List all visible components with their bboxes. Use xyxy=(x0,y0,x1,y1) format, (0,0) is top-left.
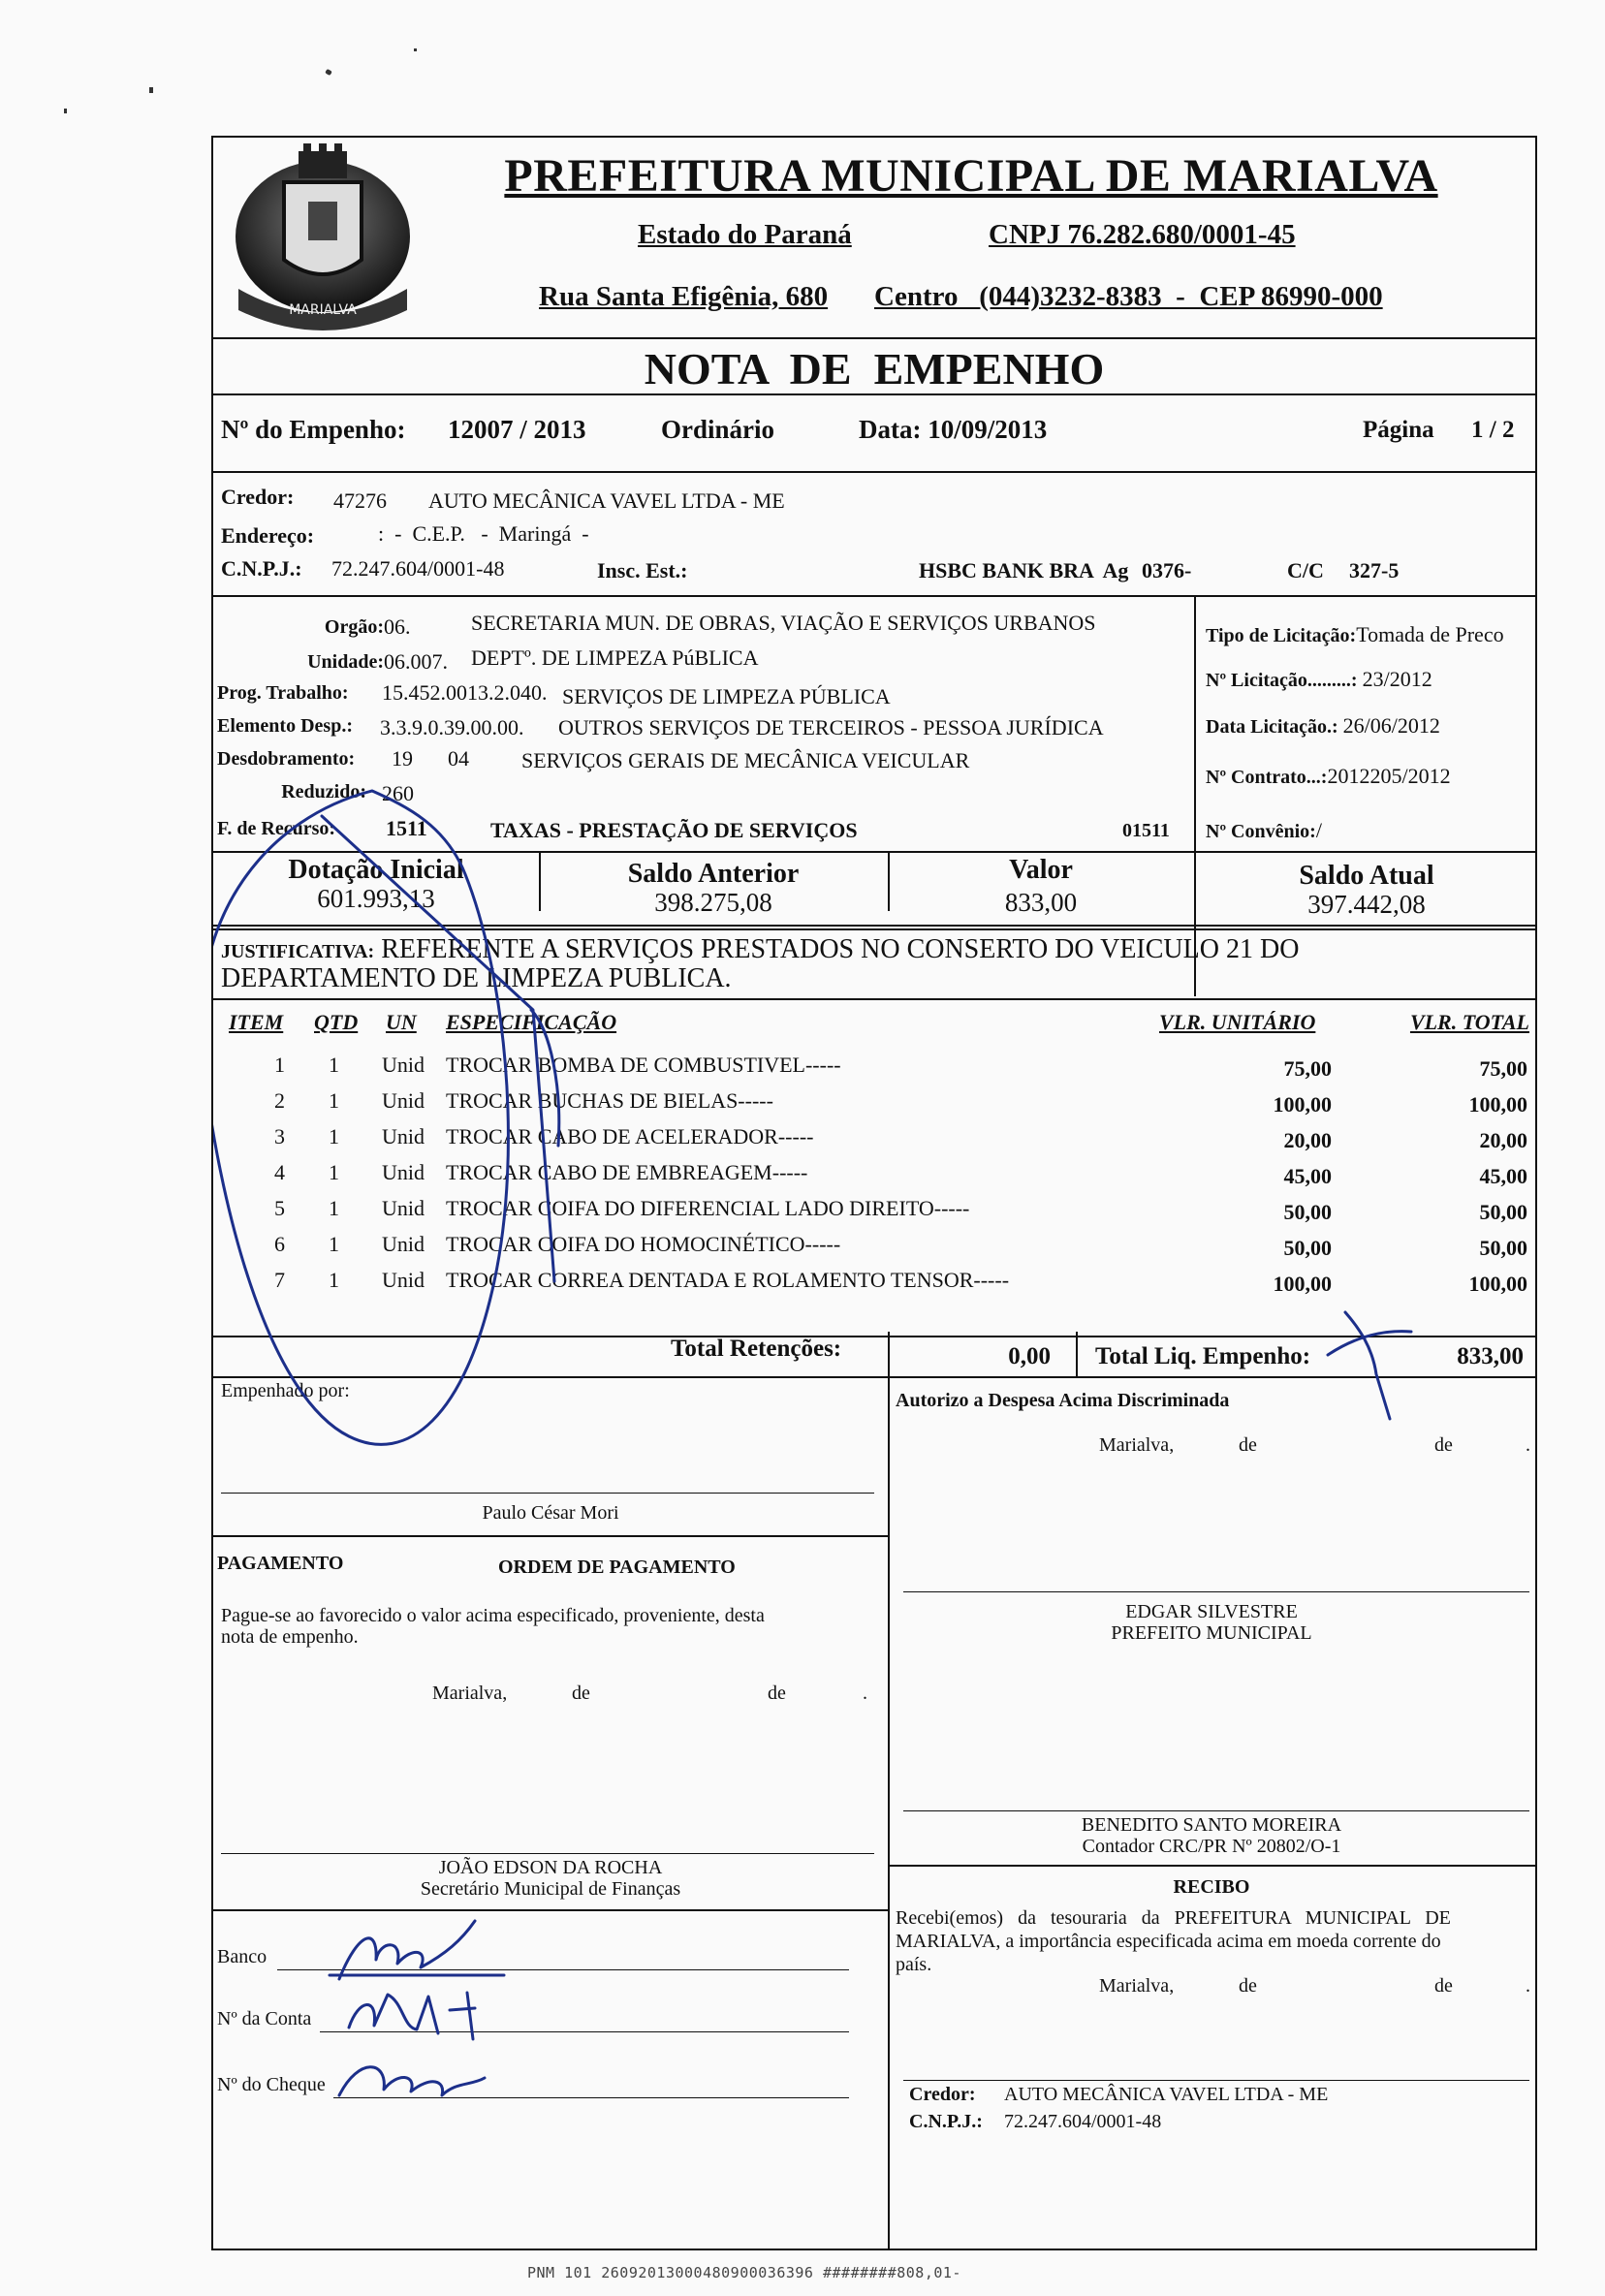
item-unit-price: 100,00 xyxy=(1273,1272,1332,1296)
autorizo-de-2: de xyxy=(1434,1434,1453,1456)
contador-name: BENEDITO SANTO MOREIRA xyxy=(1081,1814,1342,1836)
item-description: TROCAR CABO DE EMBREAGEM----- xyxy=(446,1160,808,1184)
reduzido-label: Reduzido: xyxy=(281,781,366,802)
numero-licitacao-value: 23/2012 xyxy=(1362,667,1432,691)
cnpj-label: CNPJ 76.282.680/0001-45 xyxy=(989,219,1296,250)
justificativa-line1: REFERENTE A SERVIÇOS PRESTADOS NO CONSERTO DO VEICULO 21 DO xyxy=(381,934,1300,964)
justificativa-label: JUSTIFICATIVA: xyxy=(221,941,375,962)
col-un: UN xyxy=(386,1010,417,1034)
item-total-price: 50,00 xyxy=(1479,1200,1527,1224)
desdobramento-name: SERVIÇOS GERAIS DE MECÂNICA VEICULAR xyxy=(521,748,970,772)
saldo-atual-label: Saldo Atual xyxy=(1299,861,1434,891)
orgao-name: SECRETARIA MUN. DE OBRAS, VIAÇÃO E SERVIÇOS URBANOS xyxy=(471,611,1096,635)
cc-label: C/C xyxy=(1287,558,1324,582)
liquido-value: 833,00 xyxy=(1457,1343,1524,1369)
scan-speck xyxy=(325,69,332,76)
item-number: 5 xyxy=(274,1196,285,1220)
nota-de-empenho-form xyxy=(211,136,1537,2250)
recibo-line-3: país. xyxy=(896,1954,932,1975)
bottom-cnpj-label: C.N.P.J.: xyxy=(909,2111,983,2132)
recibo-dot: . xyxy=(1526,1975,1530,1997)
item-number: 3 xyxy=(274,1124,285,1148)
autorizo-de-1: de xyxy=(1239,1434,1257,1456)
credor-name: AUTO MECÂNICA VAVEL LTDA - ME xyxy=(428,488,785,513)
recurso-label: F. de Recurso: xyxy=(217,818,336,839)
item-description: TROCAR CABO DE ACELERADOR----- xyxy=(446,1124,814,1148)
item-total-price: 45,00 xyxy=(1479,1164,1527,1188)
empenhado-label: Empenhado por: xyxy=(221,1380,350,1401)
convenio-label: Nº Convênio: xyxy=(1206,821,1316,842)
bottom-credor-label: Credor: xyxy=(909,2084,976,2105)
prog-code: 15.452.0013.2.040. xyxy=(382,680,548,705)
col-valor-unitario: VLR. UNITÁRIO xyxy=(1159,1010,1316,1034)
recibo-line-1: Recebi(emos) da tesouraria da PREFEITURA MUNICIPAL DE xyxy=(896,1907,1451,1929)
item-qtd: 1 xyxy=(329,1268,339,1292)
empenho-date: Data: 10/09/2013 xyxy=(859,415,1048,444)
recurso-name: TAXAS - PRESTAÇÃO DE SERVIÇOS xyxy=(490,818,858,842)
item-unit: Unid xyxy=(382,1124,425,1148)
retencoes-value: 0,00 xyxy=(1008,1343,1051,1369)
scan-speck xyxy=(414,48,417,51)
state-label: Estado do Paraná xyxy=(638,219,852,250)
tipo-licitacao-value: Tomada de Preco xyxy=(1356,622,1504,646)
scan-speck xyxy=(149,87,153,93)
address-label: Endereço: xyxy=(221,523,315,548)
recibo-line-2: MARIALVA, a importância especificada acima em moeda corrente do xyxy=(896,1931,1441,1952)
autorizo-place: Marialva, xyxy=(1099,1434,1175,1456)
liquido-label: Total Liq. Empenho: xyxy=(1095,1343,1311,1369)
item-unit-price: 50,00 xyxy=(1283,1200,1332,1224)
reduzido-value: 260 xyxy=(382,781,414,805)
item-unit: Unid xyxy=(382,1053,425,1077)
item-number: 2 xyxy=(274,1088,285,1113)
unidade-name: DEPTº. DE LIMPEZA PúBLICA xyxy=(471,645,759,670)
item-total-price: 75,00 xyxy=(1479,1056,1527,1081)
item-unit: Unid xyxy=(382,1160,425,1184)
item-unit: Unid xyxy=(382,1088,425,1113)
cnpj-credor-label: C.N.P.J.: xyxy=(221,556,302,581)
unidade-code: 06.007. xyxy=(384,649,448,674)
recurso-code: 1511 xyxy=(386,816,427,840)
page-number: 1 / 2 xyxy=(1471,417,1515,443)
dotacao-value: 601.993,13 xyxy=(317,884,435,913)
footer-code: PNM 101 26092013000480900036396 ########808,01- xyxy=(527,2264,961,2281)
prefeitura-title: PREFEITURA MUNICIPAL DE MARIALVA xyxy=(504,150,1438,202)
desdobramento-label: Desdobramento: xyxy=(217,748,356,770)
handwritten-marks xyxy=(213,138,1539,2252)
bottom-credor-name: AUTO MECÂNICA VAVEL LTDA - ME xyxy=(1004,2084,1329,2105)
secretario-role: Secretário Municipal de Finanças xyxy=(420,1878,681,1900)
col-item: ITEM xyxy=(229,1010,284,1034)
recibo-de-1: de xyxy=(1239,1975,1257,1997)
document-title: NOTA DE EMPENHO xyxy=(644,344,1105,393)
conta-label: Nº da Conta xyxy=(217,2008,312,2029)
desdobramento-sub: 04 xyxy=(448,746,469,771)
ordem-pagamento-label: ORDEM DE PAGAMENTO xyxy=(498,1557,736,1578)
saldo-anterior-label: Saldo Anterior xyxy=(627,859,800,889)
prefeito-role: PREFEITO MUNICIPAL xyxy=(1111,1622,1312,1644)
cheque-label: Nº do Cheque xyxy=(217,2074,326,2095)
item-qtd: 1 xyxy=(329,1088,339,1113)
col-qtd: QTD xyxy=(314,1010,359,1034)
svg-text:MARIALVA: MARIALVA xyxy=(289,302,357,318)
item-unit-price: 75,00 xyxy=(1283,1056,1332,1081)
retencoes-label: Total Retenções: xyxy=(671,1336,842,1362)
recibo-de-2: de xyxy=(1434,1975,1453,1997)
contact-label: Centro (044)3232-8383 - CEP 86990-000 xyxy=(874,281,1383,312)
item-total-price: 100,00 xyxy=(1468,1272,1527,1296)
tipo-licitacao-label: Tipo de Licitação: xyxy=(1206,625,1357,646)
item-unit-price: 20,00 xyxy=(1283,1128,1332,1152)
scan-speck xyxy=(64,109,67,113)
insc-label: Insc. Est.: xyxy=(597,558,688,582)
item-description: TROCAR COIFA DO DIFERENCIAL LADO DIREITO----- xyxy=(446,1196,970,1220)
item-number: 4 xyxy=(274,1160,285,1184)
orgao-code: 06. xyxy=(384,614,411,639)
item-unit-price: 100,00 xyxy=(1273,1092,1332,1117)
recibo-title: RECIBO xyxy=(1173,1876,1250,1898)
prog-name: SERVIÇOS DE LIMPEZA PÚBLICA xyxy=(562,684,891,708)
convenio-value: / xyxy=(1315,818,1322,842)
elemento-label: Elemento Desp.: xyxy=(217,715,353,737)
dotacao-label: Dotação Inicial xyxy=(288,855,464,885)
item-unit-price: 45,00 xyxy=(1283,1164,1332,1188)
page-label: Página xyxy=(1363,417,1434,443)
pagamento-de-1: de xyxy=(572,1683,590,1704)
bottom-cnpj-value: 72.247.604/0001-48 xyxy=(1004,2111,1162,2132)
item-number: 1 xyxy=(274,1053,285,1077)
secretario-name: JOÃO EDSON DA ROCHA xyxy=(438,1857,663,1878)
recurso-number: 01511 xyxy=(1122,820,1170,841)
pagamento-text-1: Pague-se ao favorecido o valor acima especificado, proveniente, desta xyxy=(221,1605,765,1626)
autorizo-label: Autorizo a Despesa Acima Discriminada xyxy=(896,1390,1230,1411)
item-number: 6 xyxy=(274,1232,285,1256)
item-qtd: 1 xyxy=(329,1196,339,1220)
street-label: Rua Santa Efigênia, 680 xyxy=(539,281,829,312)
item-unit: Unid xyxy=(382,1196,425,1220)
saldo-anterior-value: 398.275,08 xyxy=(654,888,772,917)
item-description: TROCAR BOMBA DE COMBUSTIVEL----- xyxy=(446,1053,841,1077)
prefeito-name: EDGAR SILVESTRE xyxy=(1125,1601,1298,1622)
cc-value: 327-5 xyxy=(1349,558,1400,582)
item-number: 7 xyxy=(274,1268,285,1292)
item-qtd: 1 xyxy=(329,1053,339,1077)
item-unit: Unid xyxy=(382,1268,425,1292)
credor-label: Credor: xyxy=(221,485,295,509)
saldo-atual-value: 397.442,08 xyxy=(1307,890,1426,919)
justificativa-line2: DEPARTAMENTO DE LIMPEZA PUBLICA. xyxy=(221,963,732,993)
item-total-price: 50,00 xyxy=(1479,1236,1527,1260)
pagamento-text-2: nota de empenho. xyxy=(221,1626,359,1648)
orgao-label: Orgão: xyxy=(324,616,384,638)
bank-name: HSBC BANK BRA Ag xyxy=(919,558,1129,582)
elemento-name: OUTROS SERVIÇOS DE TERCEIROS - PESSOA JURÍDICA xyxy=(558,715,1104,739)
pagamento-place: Marialva, xyxy=(432,1683,508,1704)
col-especificacao: ESPECIFICAÇÃO xyxy=(446,1010,617,1034)
cnpj-credor-value: 72.247.604/0001-48 xyxy=(331,556,505,581)
contrato-label: Nº Contrato...: xyxy=(1206,767,1328,788)
bank-agency: 0376- xyxy=(1142,558,1192,582)
data-licitacao-label: Data Licitação.: xyxy=(1206,716,1338,738)
empenho-label: Nº do Empenho: xyxy=(221,415,406,444)
item-qtd: 1 xyxy=(329,1160,339,1184)
contrato-value: 2012205/2012 xyxy=(1327,764,1451,788)
item-description: TROCAR CORREA DENTADA E ROLAMENTO TENSOR----- xyxy=(446,1268,1010,1292)
pagamento-label: PAGAMENTO xyxy=(217,1553,344,1574)
empenho-number: 12007 / 2013 xyxy=(448,415,586,444)
contador-role: Contador CRC/PR Nº 20802/O-1 xyxy=(1082,1836,1341,1857)
item-qtd: 1 xyxy=(329,1124,339,1148)
recibo-place: Marialva, xyxy=(1099,1975,1175,1997)
item-description: TROCAR COIFA DO HOMOCINÉTICO----- xyxy=(446,1232,841,1256)
autorizo-dot: . xyxy=(1526,1434,1530,1456)
item-unit-price: 50,00 xyxy=(1283,1236,1332,1260)
item-total-price: 20,00 xyxy=(1479,1128,1527,1152)
col-valor-total: VLR. TOTAL xyxy=(1409,1010,1529,1034)
desdobramento-code: 19 xyxy=(392,746,413,771)
numero-licitacao-label: Nº Licitação.........: xyxy=(1206,670,1358,691)
prog-label: Prog. Trabalho: xyxy=(217,682,349,704)
banco-label: Banco xyxy=(217,1946,268,1967)
item-qtd: 1 xyxy=(329,1232,339,1256)
empenhado-name: Paulo César Mori xyxy=(482,1502,619,1524)
valor-value: 833,00 xyxy=(1004,888,1078,917)
empenho-type: Ordinário xyxy=(661,415,775,444)
item-total-price: 100,00 xyxy=(1468,1092,1527,1117)
valor-label: Valor xyxy=(1009,855,1073,885)
pagamento-dot: . xyxy=(863,1683,867,1704)
unidade-label: Unidade: xyxy=(307,651,384,673)
address-value: : - C.E.P. - Maringá - xyxy=(378,521,589,546)
credor-code: 47276 xyxy=(333,488,387,513)
pagamento-de-2: de xyxy=(768,1683,786,1704)
data-licitacao-value: 26/06/2012 xyxy=(1342,713,1440,738)
item-description: TROCAR BUCHAS DE BIELAS----- xyxy=(446,1088,773,1113)
elemento-code: 3.3.9.0.39.00.00. xyxy=(380,715,524,739)
item-unit: Unid xyxy=(382,1232,425,1256)
